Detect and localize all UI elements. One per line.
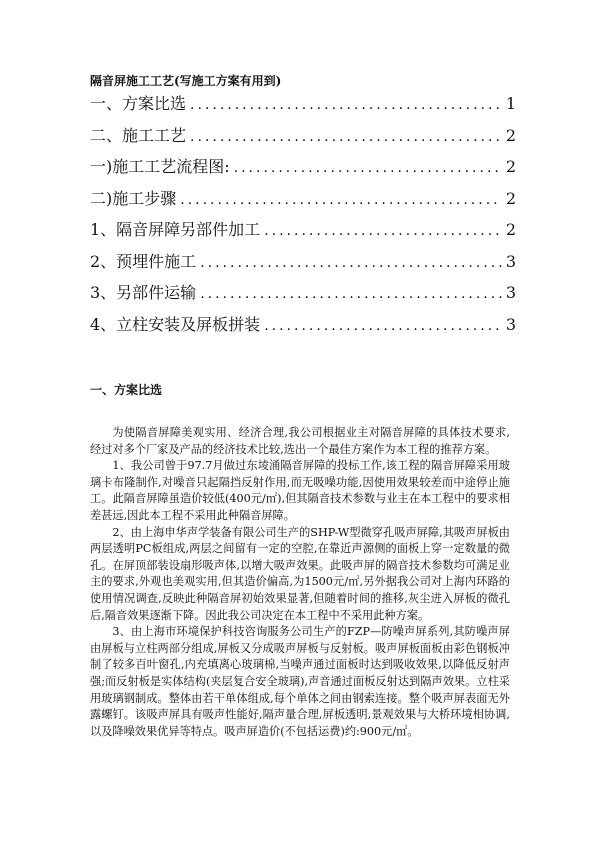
toc-entry[interactable] (90, 94, 516, 126)
paragraph: 1、我公司曾于97.7月做过东堎涌隔音屏障的投标工作,该工程的隔音屏障采用玻璃卡布隆制作,对噪音只起隔挡反射作用,而无吸噪功能,因使用效果较差而中途停止施工。此隔音屏障虽造价较低(400元/㎡),但其隔音技术参数与业主在本工程中的要求相差甚远,因此本工程不采用此种隔音屏障。 (90, 459, 510, 522)
toc-leader-dots (200, 284, 502, 304)
table-of-contents (90, 94, 516, 346)
toc-entry-label: 3、另部件运输 (90, 283, 197, 302)
document-title: 隔音屏施工工艺(写施工方案有用到) (90, 74, 282, 88)
toc-entry[interactable] (90, 126, 516, 158)
section-body (90, 425, 510, 740)
toc-entry-label: 1、隔音屏障另部件加工 (90, 220, 261, 239)
toc-entry-page: 2 (505, 220, 516, 239)
section-heading: 一、方案比选 (90, 383, 163, 397)
toc-leader-dots (190, 95, 502, 115)
toc-leader-dots (234, 158, 502, 178)
toc-entry[interactable] (90, 189, 516, 221)
toc-leader-dots (200, 253, 502, 273)
toc-leader-dots (264, 316, 502, 336)
toc-entry-label: 二)施工步骤 (90, 188, 177, 208)
toc-leader-dots (264, 221, 502, 241)
toc-entry[interactable] (90, 315, 516, 347)
paragraph: 2、由上海申华声学装备有限公司生产的SHP-W型微穿孔吸声屏障,其吸声屏板由两层透明PC板组成,两层之间留有一定的空腔,在靠近声源侧的面板上穿一定数量的微孔。在屏顶部装设扇形吸声体,以增大吸声效果。此吸声屏的隔音技术参数均可满足业主的要求,外观也美观实用,但其造价偏高,为1500元/㎡,另外据我公司对上海内环路的使用情况调查,反映此种隔音屏初始效果显著,但随着时间的推移,灰尘进入屏板的微孔后,隔音效果逐渐下降。因此我公司决定在本工程中不采用此种方案。 (90, 525, 510, 622)
toc-entry-page: 1 (505, 94, 516, 113)
paragraph: 3、由上海市环境保护科技咨询服务公司生产的FZP—防噪声屏系列,其防噪声屏由屏板与立柱两部分组成,屏板又分成吸声屏板与反射板。吸声屏板面板由彩色钢板冲制了较多百叶窗孔,内充填离心玻璃棉,当噪声通过面板时达到吸收效果,以降低反射声强;而反射板是实体结构(夹层复合安全玻璃),声音通过面板反射达到隔声效果。立柱采用玻璃钢制成。整体由若干单体组成,每个单体之间由钢索连接。整个吸声屏表面无外露螺钉。该吸声屏具有吸声性能好,隔声量合理,屏板透明,景观效果与大桥环境相协调,以及降噪效果优异等特点。吸声屏造价(不包括运费)约:900元/㎡。 (90, 625, 510, 738)
toc-entry[interactable] (90, 220, 516, 252)
toc-entry-page: 2 (505, 157, 516, 176)
toc-entry[interactable] (90, 283, 516, 315)
toc-entry-page: 3 (505, 314, 516, 334)
toc-entry-label: 一、方案比选 (90, 94, 187, 113)
toc-entry-label: 一)施工工艺流程图: (90, 157, 230, 176)
toc-entry[interactable] (90, 157, 516, 189)
toc-entry-page: 3 (505, 251, 516, 271)
paragraph: 为使隔音屏障美观实用、经济合理,我公司根据业主对隔音屏障的具体技术要求,经过对多个厂家及产品的经济技术比较,选出一个最佳方案作为本工程的推荐方案。 (90, 426, 510, 456)
toc-leader-dots (180, 190, 502, 210)
toc-entry-page: 2 (505, 188, 516, 208)
toc-leader-dots (190, 127, 502, 147)
toc-entry-label: 4、立柱安装及屏板拼装 (90, 314, 261, 334)
toc-entry[interactable] (90, 252, 516, 284)
toc-entry-label: 2、预埋件施工 (90, 251, 197, 271)
toc-entry-label: 二、施工工艺 (90, 125, 187, 145)
toc-entry-page: 2 (505, 125, 516, 145)
toc-entry-page: 3 (505, 283, 516, 302)
